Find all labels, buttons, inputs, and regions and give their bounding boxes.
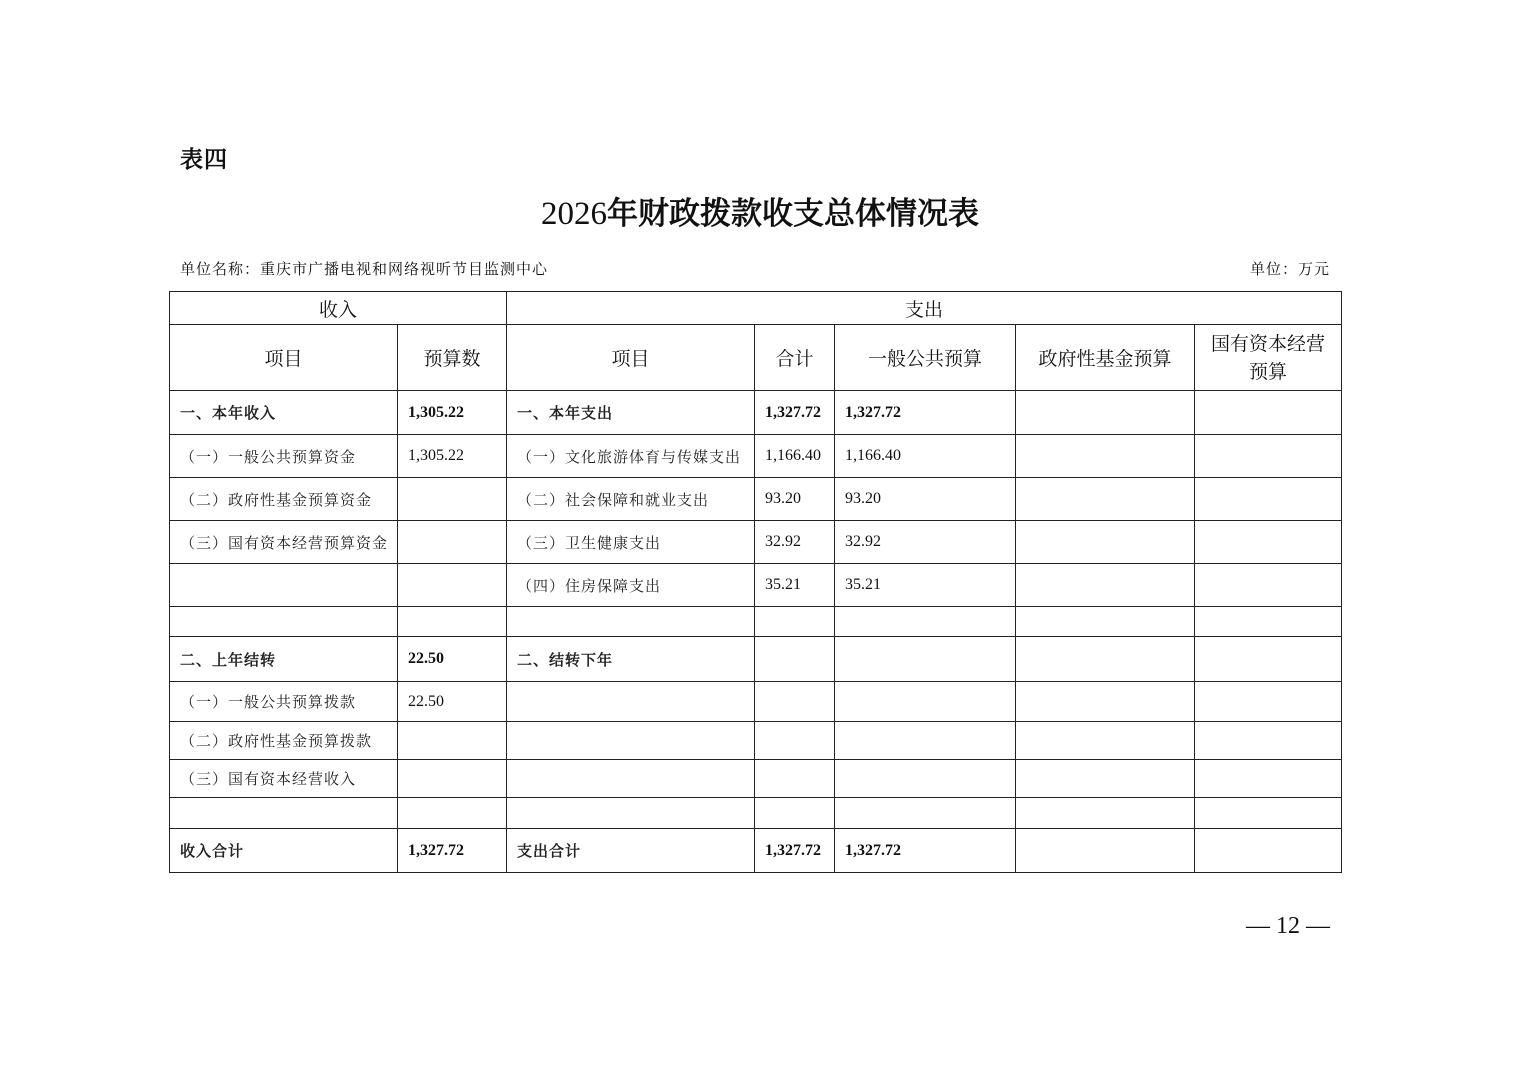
row-total: 1,327.72	[755, 829, 835, 873]
row-income-amount: 22.50	[398, 682, 507, 722]
header-expense-item: 项目	[507, 325, 755, 391]
header-total: 合计	[755, 325, 835, 391]
row-general: 35.21	[835, 564, 1016, 607]
row-income-amount	[398, 722, 507, 760]
table-row	[170, 760, 1342, 798]
row-income-item: 二、上年结转	[170, 637, 398, 682]
row-fund	[1016, 478, 1195, 521]
row-soe	[1195, 521, 1342, 564]
page-title	[0, 188, 1520, 233]
row-general: 93.20	[835, 478, 1016, 521]
row-income-item: （一）一般公共预算资金	[170, 435, 398, 478]
row-general	[835, 760, 1016, 798]
row-soe	[1195, 478, 1342, 521]
header-general: 一般公共预算	[835, 325, 1016, 391]
row-fund	[1016, 829, 1195, 873]
table-row	[170, 564, 1342, 607]
title-year: 2026	[541, 196, 607, 232]
table-row	[170, 391, 1342, 435]
header-expense: 支出	[507, 292, 1342, 325]
row-soe	[1195, 391, 1342, 435]
row-income-amount	[398, 521, 507, 564]
row-soe	[1195, 607, 1342, 637]
row-income-item: （一）一般公共预算拨款	[170, 682, 398, 722]
row-general	[835, 682, 1016, 722]
table-row	[170, 722, 1342, 760]
row-total	[755, 798, 835, 829]
row-expense-item: （一）文化旅游体育与传媒支出	[507, 435, 755, 478]
row-fund	[1016, 435, 1195, 478]
title-text: 年财政拨款收支总体情况表	[607, 196, 979, 232]
row-fund	[1016, 798, 1195, 829]
row-income-item	[170, 798, 398, 829]
row-fund	[1016, 637, 1195, 682]
row-total	[755, 722, 835, 760]
row-total	[755, 607, 835, 637]
row-income-amount: 1,305.22	[398, 435, 507, 478]
row-soe	[1195, 760, 1342, 798]
header-budget: 预算数	[398, 325, 507, 391]
unit-of-measure: 单位：万元	[1249, 260, 1330, 278]
row-income-amount	[398, 798, 507, 829]
row-soe	[1195, 682, 1342, 722]
row-fund	[1016, 564, 1195, 607]
row-income-item	[170, 607, 398, 637]
table-row	[170, 682, 1342, 722]
table-row	[170, 798, 1342, 829]
row-income-item: （三）国有资本经营收入	[170, 760, 398, 798]
row-fund	[1016, 760, 1195, 798]
row-general: 1,327.72	[835, 391, 1016, 435]
row-general: 1,327.72	[835, 829, 1016, 873]
row-income-item: （三）国有资本经营预算资金	[170, 521, 398, 564]
row-fund	[1016, 722, 1195, 760]
row-total	[755, 760, 835, 798]
row-income-item: 收入合计	[170, 829, 398, 873]
row-expense-item	[507, 760, 755, 798]
row-income-amount: 22.50	[398, 637, 507, 682]
row-income-amount	[398, 564, 507, 607]
row-general	[835, 637, 1016, 682]
row-total: 1,166.40	[755, 435, 835, 478]
row-income-amount	[398, 760, 507, 798]
table-row	[170, 607, 1342, 637]
header-column-row	[170, 325, 1342, 391]
row-soe	[1195, 722, 1342, 760]
header-soe: 国有资本经营预算	[1195, 325, 1342, 391]
table-label: 表四	[180, 147, 228, 173]
table-row	[170, 521, 1342, 564]
row-soe	[1195, 798, 1342, 829]
page-number: — 12 —	[1246, 913, 1330, 939]
row-income-item	[170, 564, 398, 607]
header-fund: 政府性基金预算	[1016, 325, 1195, 391]
table-row	[170, 637, 1342, 682]
header-income: 收入	[170, 292, 507, 325]
row-fund	[1016, 391, 1195, 435]
row-expense-item: 支出合计	[507, 829, 755, 873]
row-income-item: 一、本年收入	[170, 391, 398, 435]
row-expense-item: （四）住房保障支出	[507, 564, 755, 607]
row-income-amount: 1,305.22	[398, 391, 507, 435]
row-fund	[1016, 521, 1195, 564]
row-general	[835, 722, 1016, 760]
unit-name: 单位名称：重庆市广播电视和网络视听节目监测中心	[180, 260, 549, 278]
header-income-item: 项目	[170, 325, 398, 391]
row-general: 32.92	[835, 521, 1016, 564]
row-expense-item	[507, 722, 755, 760]
header-group-row	[170, 292, 1342, 325]
row-total: 35.21	[755, 564, 835, 607]
row-income-amount: 1,327.72	[398, 829, 507, 873]
row-expense-item: （三）卫生健康支出	[507, 521, 755, 564]
row-expense-item: （二）社会保障和就业支出	[507, 478, 755, 521]
row-expense-item	[507, 607, 755, 637]
row-general	[835, 607, 1016, 637]
row-income-amount	[398, 607, 507, 637]
row-general: 1,166.40	[835, 435, 1016, 478]
row-total: 93.20	[755, 478, 835, 521]
row-income-item: （二）政府性基金预算拨款	[170, 722, 398, 760]
row-general	[835, 798, 1016, 829]
row-total	[755, 637, 835, 682]
row-expense-item: 二、结转下年	[507, 637, 755, 682]
budget-table	[169, 291, 1342, 873]
row-soe	[1195, 564, 1342, 607]
row-income-amount	[398, 478, 507, 521]
table-row	[170, 829, 1342, 873]
row-soe	[1195, 637, 1342, 682]
row-income-item: （二）政府性基金预算资金	[170, 478, 398, 521]
row-fund	[1016, 607, 1195, 637]
row-soe	[1195, 435, 1342, 478]
row-expense-item	[507, 682, 755, 722]
row-total: 32.92	[755, 521, 835, 564]
row-expense-item: 一、本年支出	[507, 391, 755, 435]
table-row	[170, 435, 1342, 478]
row-total	[755, 682, 835, 722]
row-soe	[1195, 829, 1342, 873]
table-row	[170, 478, 1342, 521]
row-expense-item	[507, 798, 755, 829]
row-total: 1,327.72	[755, 391, 835, 435]
row-fund	[1016, 682, 1195, 722]
